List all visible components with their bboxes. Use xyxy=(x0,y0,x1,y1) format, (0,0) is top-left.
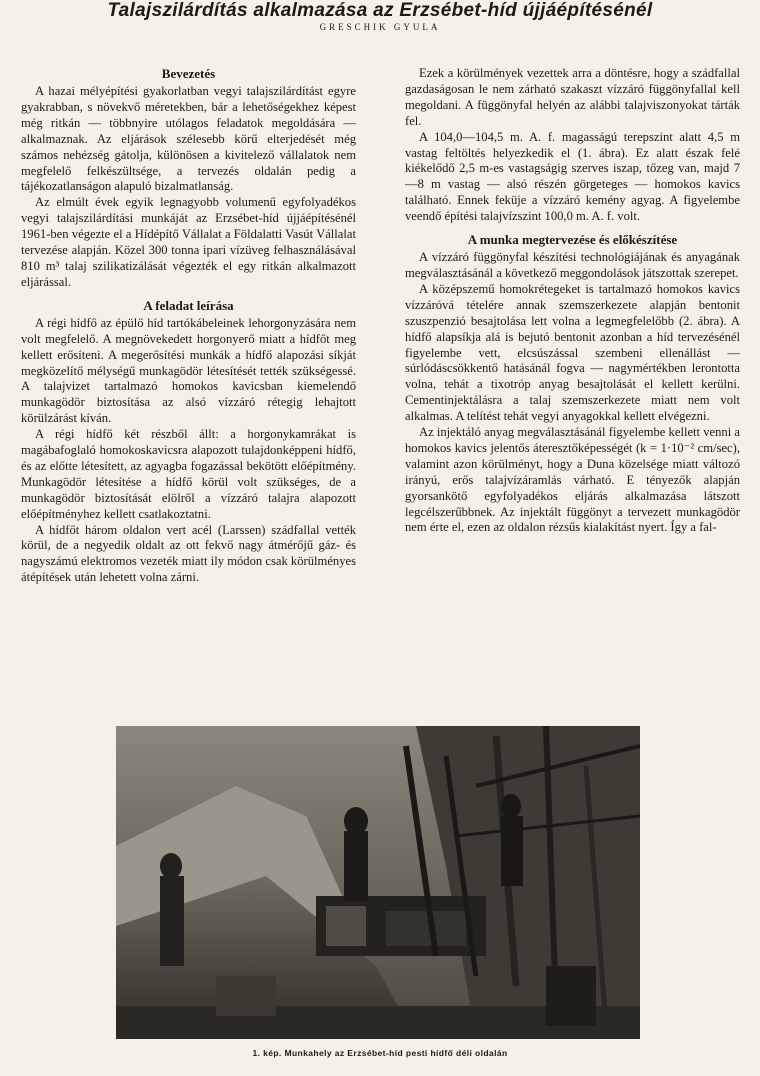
paragraph: A régi hídfő az épülő híd tartókábeleinek lehorgonyzására nem volt megfelelő. A megnövekedett horgonyerő miatt a hídfőt meg kellett erősíteni. A megerősítési munkák a hídfő alapozási síkját megközelítő mélységű munkagödör létesítését tették szükségessé. A talajvizet tartalmazó homokos kavicsban kiemelendő munkagödör biztosítása az alsó vízzáró rétegig lehajtott körülzárást kíván. xyxy=(21,315,356,426)
author-name: GRESCHIK GYULA xyxy=(319,22,441,32)
paragraph: Az injektáló anyag megválasztásánál figyelembe kellett venni a homokos kavics jelentős áteresztőképességét (k = 1·10⁻² cm/sec), valamint azon körülményt, hogy a Duna közelsége miatt változó irányú, erős talajvízáramlás várható. E tényezők alapján gyorsankötő egyfolyadékos eljárás alkalmazása látszott legcélszerűbbnek. Az injektált függönyt a tervezett munkagödör nem érte el, ezen az oldalon rézsűs kialakítást nyert. Így a fal- xyxy=(405,425,740,535)
heading-plan: A munka megtervezése és előkészítése xyxy=(467,232,678,248)
heading-task: A feladat leírása xyxy=(143,297,234,313)
paragraph: A vízzáró függönyfal készítési technológiájának és anyagának megválasztásánál a következő meggondolások játszottak szerepet. xyxy=(405,250,740,280)
figure-caption: 1. kép. Munkahely az Erzsébet-híd pesti hídfő déli oldalán xyxy=(252,1048,508,1058)
construction-site-photo xyxy=(116,726,640,1039)
paragraph: A 104,0—104,5 m. A. f. magasságú terepszint alatt 4,5 m vastag feltöltés helyezkedik el (1. ábra). Ez alatt észak felé kiékelődő 2,5 m-es vastagságig szerves iszap, tőzeg van, majd 7—8 m vastag — alsó részén görgeteges — homokos kavics található. Ennek feküje a vízzáró kemény agyag. A figyelembe veendő építési talajvízszint 100,0 m. A. f. volt. xyxy=(405,129,740,224)
right-column xyxy=(405,66,740,536)
paragraph: A középszemű homokrétegeket is tartalmazó homokos kavics vízzáróvá tételére annak szemszerkezete alapján bentonit szuszpenzió besajtolása lett volna a legmegfelelőbb (2. ábra). A hídfő alapsíkja alá is bejutó bentonit azonban a híd tervezésénél figyelembe vett, elcsúszással szembeni ellenállást — súrlódáscsökkentő hatásánál fogva — nagymértékben lerontotta volna, tehát a tixotróp anyag besajtolását el kellett kerülni. Cementinjektálásra a talaj szemszerkezete miatt nem volt alkalmas. A telítést tehát vegyi anyagokkal kellett elvégezni. xyxy=(405,281,740,424)
heading-intro: Bevezetés xyxy=(161,66,216,81)
paragraph: A régi hídfő két részből állt: a horgonykamrákat is magábafoglaló homokoskavicsra alapozott tulajdonképpeni hídfő, és az előtte létesített, az agyagba fogazással bekötött előépítmény. Munkagödör létesítése a hídfő körül volt szükséges, de a munkagödör biztosítását elölről a vízzáró talajra alapozott előépítményhez kellett csatlakoztatni. xyxy=(21,427,356,521)
left-column xyxy=(21,66,356,586)
paragraph: Ezek a körülmények vezettek arra a döntésre, hogy a szádfallal gazdaságosan le nem zárható szakaszt vízzáró függönyfallal kell megoldani. A függönyfal helyén az alábbi talajviszonyokat tárták fel. xyxy=(405,66,740,128)
paragraph: A hazai mélyépítési gyakorlatban vegyi talajszilárdítást egyre gyakrabban, s növekvő méretekben, bár a lehetőségekhez képest még ritkán — többnyire utólagos feladatok megoldására — alkalmaznak. Az eljárások szélesebb körű elterjedését még számos nehézség gátolja, különösen a kivitelező vállalatok nem megfelelő felkészültsége, a tervezés oldalán pedig a tájékozatlanságon alapuló bizalmatlanság. xyxy=(21,84,356,194)
article-title: Talajszilárdítás alkalmazása az Erzsébet-híd újjáépítésénél xyxy=(107,0,653,21)
paragraph: A hídfőt három oldalon vert acél (Larssen) szádfallal vették körül, de a negyedik oldalt az ott fekvő nagy átmérőjű gáz- és nagyszámú elektromos vezeték miatt ily módon csak körülményes átépítések után lehetett volna zárni. xyxy=(21,522,356,585)
paragraph: Az elmúlt évek egyik legnagyobb volumenű egyfolyadékos vegyi talajszilárdítási munkáját az Erzsébet-híd újjáépítésénél 1961-ben végezte el a Hídépítő Vállalat a Földalatti Vasút Vállalat tervezése alapján. Közel 300 tonna ipari vízüveg felhasználásával 810 m³ talaj szilikatizálását végezték el egy ritkán alkalmazott eljárással. xyxy=(21,195,356,289)
